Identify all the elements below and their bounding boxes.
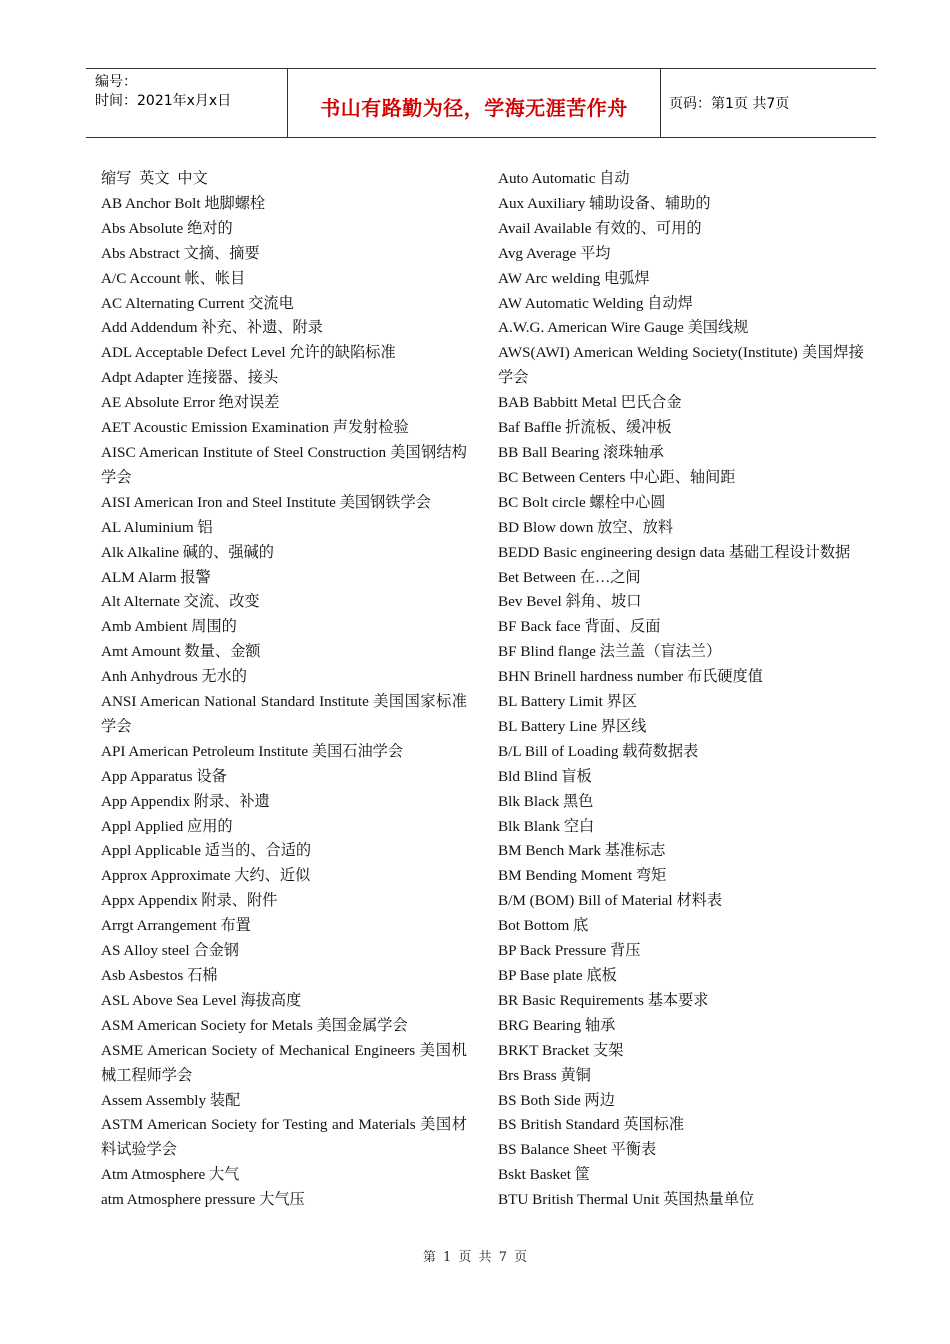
glossary-entry: BP Back Pressure 背压 [498, 942, 641, 960]
glossary-entry: AL Aluminium 铝 [101, 518, 213, 536]
glossary-entry: Aux Auxiliary 辅助设备、辅助的 [498, 194, 711, 212]
glossary-entry: BF Back face 背面、反面 [498, 618, 661, 636]
glossary-entry: AW Automatic Welding 自动焊 [498, 294, 693, 312]
glossary-entry: BD Blow down 放空、放料 [498, 518, 674, 536]
glossary-entry: Blk Blank 空白 [498, 817, 595, 835]
glossary-entry: BS Balance Sheet 平衡表 [498, 1141, 657, 1159]
glossary-entry: Avail Available 有效的、可用的 [498, 219, 702, 237]
glossary-entry: BRG Bearing 轴承 [498, 1016, 616, 1034]
page-footer: 第 1 页 共 7 页 [422, 1250, 528, 1265]
right-glossary-column [498, 167, 864, 1213]
glossary-entry: Anh Anhydrous 无水的 [101, 668, 247, 686]
motto-text: 书山有路勤为径，学海无涯苦作舟 [320, 95, 628, 120]
glossary-entry: AS Alloy steel 合金钢 [101, 942, 239, 960]
glossary-entry: AB Anchor Bolt 地脚螺栓 [101, 194, 266, 212]
time-label: 时间：2021年x月x日 [95, 93, 232, 109]
glossary-entry: AET Acoustic Emission Examination 声发射检验 [101, 419, 409, 437]
glossary-entry: Brs Brass 黄铜 [498, 1066, 591, 1084]
glossary-entry: A/C Account 帐、帐目 [101, 269, 246, 287]
glossary-entry: ALM Alarm 报警 [101, 568, 211, 586]
glossary-entry: B/M (BOM) Bill of Material 材料表 [498, 892, 723, 910]
left-glossary-column [101, 167, 467, 1213]
glossary-entry: Amb Ambient 周围的 [101, 618, 237, 636]
glossary-entry: AW Arc welding 电弧焊 [498, 269, 650, 287]
glossary-entry: Appl Applied 应用的 [101, 817, 233, 835]
glossary-entry: BP Base plate 底板 [498, 967, 617, 984]
page-header [86, 68, 876, 138]
glossary-entry: BAB Babbitt Metal 巴氏合金 [498, 394, 682, 412]
glossary-entry: Appl Applicable 适当的、合适的 [101, 842, 312, 860]
glossary-entry: BM Bending Moment 弯矩 [498, 867, 667, 885]
glossary-entry: Amt Amount 数量、金额 [101, 643, 261, 661]
glossary-entry: Asb Asbestos 石棉 [101, 967, 218, 984]
glossary-entry: B/L Bill of Loading 载荷数据表 [498, 742, 699, 760]
glossary-entry: BL Battery Line 界区线 [498, 717, 647, 735]
glossary-entry: Bot Bottom 底 [498, 917, 589, 935]
header-meta-cell [86, 69, 288, 137]
glossary-entry: App Appendix 附录、补遗 [101, 792, 270, 810]
glossary-entry: ASL Above Sea Level 海拔高度 [101, 991, 302, 1009]
glossary-entry: BTU British Thermal Unit 英国热量单位 [498, 1191, 755, 1209]
glossary-entry: BF Blind flange 法兰盖（盲法兰） [498, 643, 722, 661]
glossary-entry: BHN Brinell hardness number 布氏硬度值 [498, 668, 763, 686]
glossary-entry: Adpt Adapter 连接器、接头 [101, 369, 279, 387]
glossary-entry: BS British Standard 英国标准 [498, 1116, 685, 1134]
glossary-entry: Baf Baffle 折流板、缓冲板 [498, 419, 672, 437]
glossary-entry: BC Bolt circle 螺栓中心圆 [498, 493, 666, 511]
glossary-entry: AISI American Iron and Steel Institute 美国钢铁学会 [101, 493, 431, 511]
glossary-entry: Atm Atmosphere 大气 [101, 1166, 240, 1184]
page-info: 页码：第1页 共7页 [669, 96, 790, 112]
glossary-entry: Bskt Basket 筐 [498, 1166, 590, 1184]
header-motto-cell [288, 69, 661, 137]
glossary-entry: AE Absolute Error 绝对误差 [101, 394, 280, 412]
glossary-entry: Blk Black 黑色 [498, 792, 594, 810]
glossary-entry: Assem Assembly 装配 [101, 1091, 241, 1109]
glossary-entry: BM Bench Mark 基准标志 [498, 842, 666, 860]
glossary-entry: Appx Appendix 附录、附件 [101, 892, 278, 910]
glossary-entry: A.W.G. American Wire Gauge 美国线规 [498, 319, 749, 337]
glossary-entry: ASME American Society of Mechanical Engineers 美国机械工程师学会 [101, 1041, 467, 1084]
glossary-entry: Alt Alternate 交流、改变 [101, 593, 260, 611]
glossary-entry: AWS(AWI) American Welding Society(Institute) 美国焊接学会 [498, 344, 864, 387]
glossary-entry: BS Both Side 两边 [498, 1091, 615, 1109]
code-label: 编号： [95, 74, 137, 90]
glossary-entry: BL Battery Limit 界区 [498, 693, 638, 711]
glossary-entry: Auto Automatic 自动 [498, 170, 630, 187]
glossary-entry: Bet Between 在…之间 [498, 568, 641, 586]
glossary-entry: BEDD Basic engineering design data 基础工程设计数据 [498, 543, 851, 561]
glossary-entry: Bev Bevel 斜角、坡口 [498, 593, 642, 611]
glossary-entry: AISC American Institute of Steel Construction 美国钢结构学会 [101, 443, 467, 486]
glossary-entry: BRKT Bracket 支架 [498, 1041, 624, 1059]
glossary-entry: Abs Absolute 绝对的 [101, 219, 233, 237]
glossary-entry: Arrgt Arrangement 布置 [101, 917, 251, 935]
glossary-entry: BR Basic Requirements 基本要求 [498, 991, 709, 1009]
glossary-entry: Abs Abstract 文摘、摘要 [101, 244, 260, 262]
glossary-entry: Bld Blind 盲板 [498, 767, 592, 785]
glossary-entry: BC Between Centers 中心距、轴间距 [498, 468, 736, 486]
glossary-entry: ANSI American National Standard Institute 美国国家标准学会 [101, 693, 467, 735]
glossary-entry: BB Ball Bearing 滚珠轴承 [498, 443, 664, 461]
glossary-entry: ASM American Society for Metals 美国金属学会 [101, 1016, 408, 1034]
glossary-entry: Avg Average 平均 [498, 244, 611, 262]
glossary-entry: Add Addendum 补充、补遗、附录 [101, 319, 323, 337]
glossary-entry: App Apparatus 设备 [101, 767, 227, 785]
glossary-entry: atm Atmosphere pressure 大气压 [101, 1191, 305, 1209]
glossary-entry: API American Petroleum Institute 美国石油学会 [101, 742, 404, 760]
glossary-entry: AC Alternating Current 交流电 [101, 294, 294, 312]
column-header-row: 缩写 英文 中文 [101, 170, 208, 187]
glossary-entry: ADL Acceptable Defect Level 允许的缺陷标准 [101, 344, 396, 362]
glossary-entry: Alk Alkaline 碱的、强碱的 [101, 543, 274, 561]
glossary-entry: ASTM American Society for Testing and Materials 美国材料试验学会 [101, 1116, 467, 1159]
glossary-entry: Approx Approximate 大约、近似 [101, 867, 311, 885]
